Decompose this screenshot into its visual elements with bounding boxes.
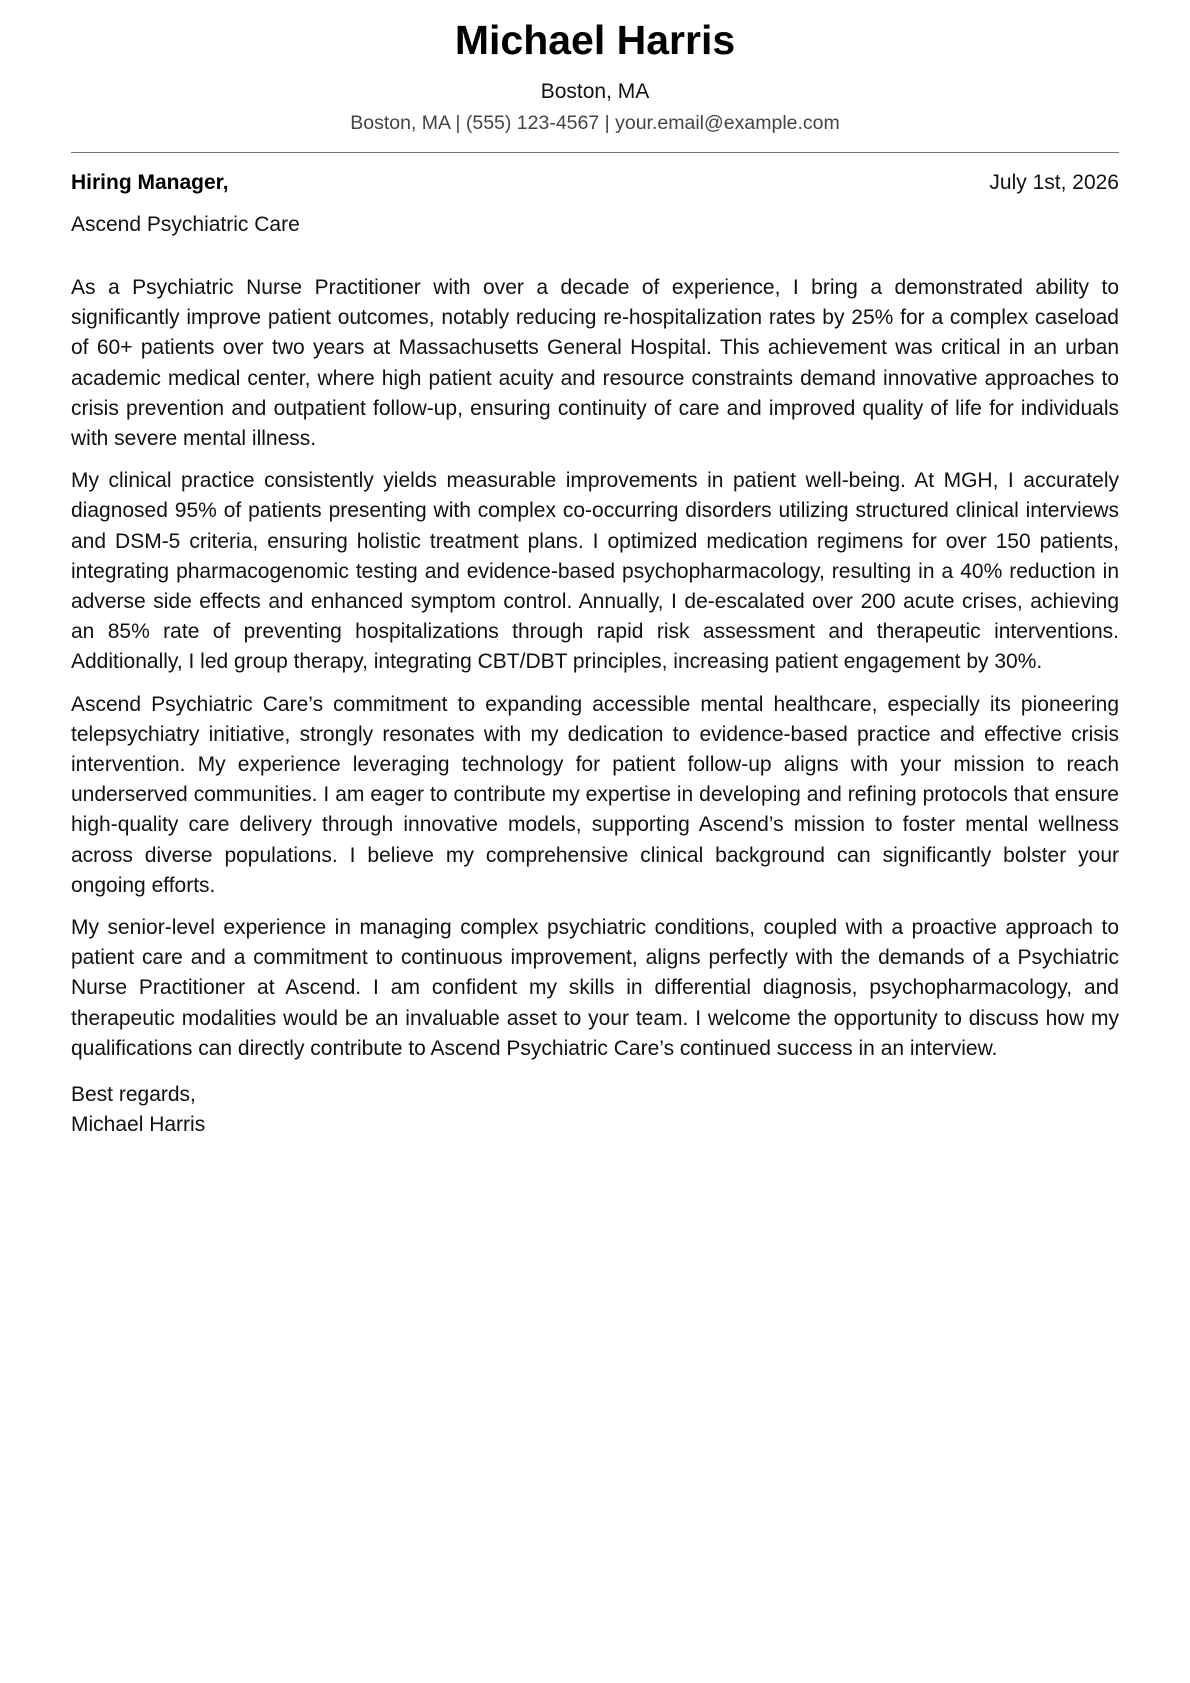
letter-body <box>71 273 1119 1064</box>
body-paragraph: My senior-level experience in managing complex psychiatric conditions, coupled with a proactive approach to patient care and a commitment to continuous improvement, aligns perfectly with the demands of a Psychiatric Nurse Practitioner at Ascend. I am confident my skills in differential diagnosis, psychopharmacology, and therapeutic modalities would be an invaluable asset to your team. I welcome the opportunity to discuss how my qualifications can directly contribute to Ascend Psychiatric Care’s continued success in an interview. <box>71 916 1119 1060</box>
sender-contact-line: Boston, MA | (555) 123-4567 | your.email@example.com <box>350 112 840 134</box>
recipient-row <box>71 169 1119 197</box>
recipient-salutation: Hiring Manager, <box>71 171 229 194</box>
header-divider <box>71 152 1119 153</box>
signature-name: Michael Harris <box>71 1113 206 1137</box>
body-paragraph: My clinical practice consistently yields measurable improvements in patient well-being. At MGH, I accurately diagnosed 95% of patients presenting with complex co-occurring disorders utilizing structured clinical interviews and DSM-5 criteria, ensuring holistic treatment plans. I optimized medication regimens for over 150 patients, integrating pharmacogenomic testing and evidence-based psychopharmacology, resulting in a 40% reduction in adverse side effects and enhanced symptom control. Annually, I de-escalated over 200 acute crises, achieving an 85% rate of preventing hospitalizations through rapid risk assessment and therapeutic interventions. Additionally, I led group therapy, integrating CBT/DBT principles, increasing patient engagement by 30%. <box>71 469 1119 674</box>
letter-closing <box>71 1080 1119 1140</box>
recipient-company: Ascend Psychiatric Care <box>71 213 300 236</box>
body-paragraph: Ascend Psychiatric Care’s commitment to expanding accessible mental healthcare, especially its pioneering telepsychiatry initiative, strongly resonates with my dedication to evidence-based practice and effective crisis intervention. My experience leveraging technology for patient follow-up aligns with your mission to reach underserved communities. I am eager to contribute my expertise in developing and refining protocols that ensure high-quality care delivery through innovative models, supporting Ascend’s mission to foster mental wellness across diverse populations. I believe my comprehensive clinical background can significantly bolster your ongoing efforts. <box>71 692 1119 897</box>
sign-off: Best regards, <box>71 1083 196 1107</box>
sender-name: Michael Harris <box>454 17 736 63</box>
body-paragraph: As a Psychiatric Nurse Practitioner with over a decade of experience, I bring a demonstrated ability to significantly improve patient outcomes, notably reducing re-hospitalization rates by 25% for a complex caseload of 60+ patients over two years at Massachusetts General Hospital. This achievement was critical in an urban academic medical center, where high patient acuity and resource constraints demand innovative approaches to crisis prevention and outpatient follow-up, ensuring continuity of care and improved quality of life for individuals with severe mental illness. <box>71 276 1119 451</box>
sender-location: Boston, MA <box>540 80 650 103</box>
letter-date: July 1st, 2026 <box>989 171 1119 194</box>
letter-header <box>71 0 1119 136</box>
